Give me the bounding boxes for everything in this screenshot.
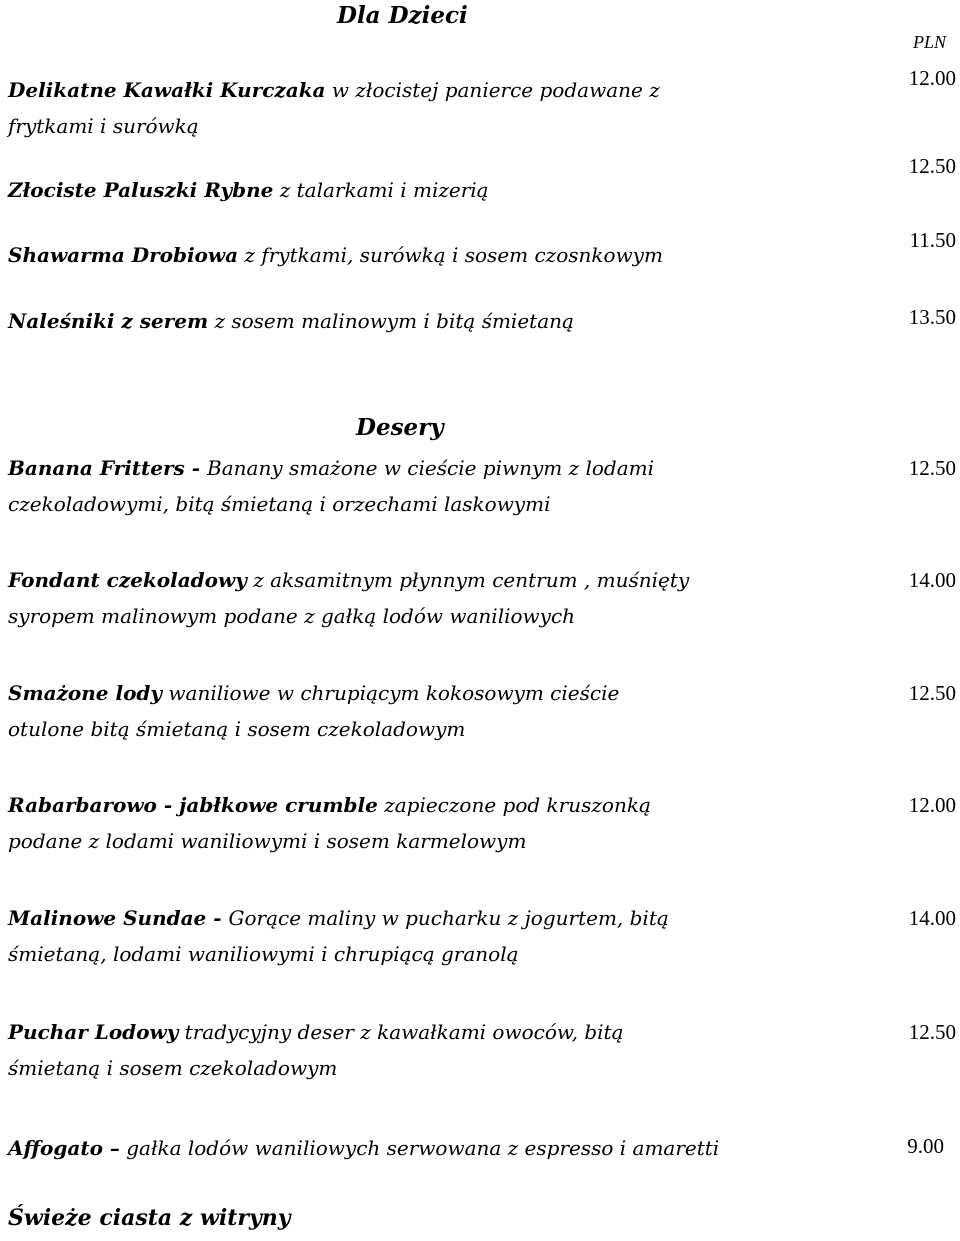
item-description: gałka lodów waniliowych serwowana z espresso i amaretti bbox=[119, 1136, 720, 1160]
item-description: z talarkami i mizerią bbox=[273, 178, 489, 202]
item-price: 14.00 bbox=[908, 906, 956, 930]
menu-item bbox=[8, 450, 698, 522]
item-name: Naleśniki z serem bbox=[8, 309, 209, 333]
item-price: 12.50 bbox=[908, 154, 956, 178]
item-name: Smażone lody bbox=[8, 681, 163, 705]
item-name: Złociste Paluszki Rybne bbox=[8, 178, 274, 202]
menu-item bbox=[8, 900, 698, 972]
item-price: 12.00 bbox=[908, 66, 956, 90]
menu-item bbox=[8, 1130, 768, 1166]
kids-section-title: Dla Dzieci bbox=[337, 2, 468, 29]
item-name: Banana Fritters - bbox=[8, 456, 208, 480]
menu-item bbox=[8, 72, 698, 144]
menu-item bbox=[8, 787, 698, 859]
menu-item bbox=[8, 172, 698, 208]
item-name: Shawarma Drobiowa bbox=[8, 243, 239, 267]
currency-label: PLN bbox=[912, 32, 946, 52]
menu-item bbox=[8, 562, 698, 634]
item-name: Rabarbarowo - jabłkowe crumble bbox=[8, 793, 378, 817]
item-description: Gorące maliny w pucharku z jogurtem, bitą śmietaną, lodami waniliowymi i chrupiącą granolą bbox=[8, 906, 669, 966]
item-name: Delikatne Kawałki Kurczaka bbox=[8, 78, 326, 102]
item-price: 12.50 bbox=[908, 1020, 956, 1044]
item-description: waniliowe w chrupiącym kokosowym cieście otulone bitą śmietaną i sosem czekoladowym bbox=[8, 681, 620, 741]
item-price: 12.50 bbox=[908, 456, 956, 480]
item-description: Banany smażone w cieście piwnym z lodami czekoladowymi, bitą śmietaną i orzechami laskowymi bbox=[8, 456, 655, 516]
item-price: 14.00 bbox=[908, 568, 956, 592]
menu-item bbox=[8, 303, 698, 339]
menu-item bbox=[8, 237, 698, 273]
item-description: z frytkami, surówką i sosem czosnkowym bbox=[238, 243, 663, 267]
menu-item bbox=[8, 1014, 698, 1086]
item-name: Fondant czekoladowy bbox=[8, 568, 247, 592]
item-name: Puchar Lodowy bbox=[8, 1020, 179, 1044]
item-description: z sosem malinowym i bitą śmietaną bbox=[208, 309, 574, 333]
item-price: 13.50 bbox=[908, 305, 956, 329]
item-name: Affogato – bbox=[8, 1136, 120, 1160]
item-description: z aksamitnym płynnym centrum , muśnięty syropem malinowym podane z gałką lodów waniliowych bbox=[8, 568, 690, 628]
item-description: zapieczone pod kruszonką podane z lodami waniliowymi i sosem karmelowym bbox=[8, 793, 651, 853]
menu-item bbox=[8, 675, 698, 747]
item-price: 12.00 bbox=[908, 793, 956, 817]
item-price: 12.50 bbox=[908, 681, 956, 705]
desserts-section-title: Desery bbox=[356, 414, 444, 441]
item-name: Malinowe Sundae - bbox=[8, 906, 229, 930]
item-description: w złocistej panierce podawane z frytkami i surówką bbox=[8, 78, 660, 138]
item-description: tradycyjny deser z kawałkami owoców, bitą śmietaną i sosem czekoladowym bbox=[8, 1020, 624, 1080]
cakes-section-title: Świeże ciasta z witryny bbox=[8, 1205, 291, 1231]
item-price: 11.50 bbox=[909, 228, 956, 252]
item-price: 9.00 bbox=[907, 1134, 944, 1158]
